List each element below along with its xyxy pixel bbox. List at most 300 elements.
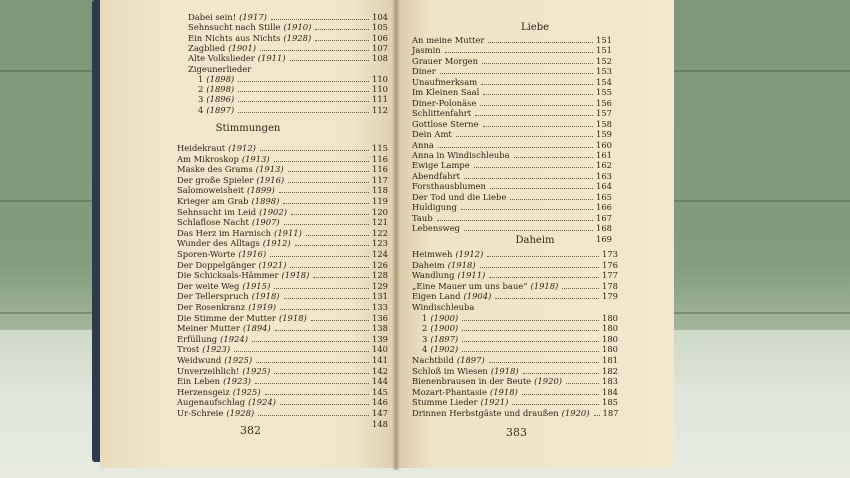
entry-page-number: 163 [596, 170, 612, 181]
dot-leader [462, 320, 599, 321]
entry-page-number: 166 [596, 202, 612, 213]
toc-entry [412, 387, 618, 397]
entry-title: Grauer Morgen [412, 55, 479, 66]
entry-page-number: 181 [602, 355, 618, 365]
toc-entry [177, 154, 388, 164]
entry-title: „Eine Mauer um uns baue“ [412, 280, 528, 291]
entry-title: Erfüllung [177, 333, 218, 344]
toc-entry [177, 164, 388, 174]
entry-page-number: 148 [372, 418, 388, 429]
entry-year: (1918) [278, 312, 307, 323]
entry-title: 2 [422, 323, 428, 334]
entry-year: (1902) [259, 206, 287, 217]
entry-year: (1911) [457, 270, 486, 281]
entry-page-number: 151 [596, 45, 612, 56]
entry-title: Unaufmerksam [412, 76, 478, 87]
entry-page-number: 131 [372, 291, 388, 302]
toc-entry [177, 366, 388, 376]
entry-page-number: 154 [596, 76, 612, 87]
entry-year: (1919) [248, 302, 277, 312]
entry-title: Ewige Lampe [412, 160, 470, 171]
entry-title: Der Doppelgänger [177, 259, 256, 270]
entry-title: 4 [198, 104, 204, 115]
entry-page-number: 108 [372, 53, 388, 64]
entry-page-number: 106 [372, 32, 388, 43]
toc-entry [412, 260, 618, 270]
entry-page-number: 145 [372, 386, 388, 397]
dot-leader [255, 383, 369, 384]
entry-title: Der Rosenkranz [177, 302, 246, 312]
entry-title: Schlittenfahrt [412, 108, 472, 119]
page-number-right: 383 [506, 426, 527, 439]
entry-year: (1918) [489, 386, 518, 397]
entry-title: Der Tellerspruch [177, 291, 249, 302]
entry-year: (1897) [206, 104, 235, 115]
entry-page-number: 139 [372, 333, 388, 344]
entry-title: Der weite Weg [177, 280, 240, 291]
entry-page-number: 107 [372, 42, 388, 53]
toc-entry [177, 207, 388, 217]
toc-entry [177, 185, 388, 195]
entry-year: (1912) [228, 143, 256, 153]
entry-page-number: 119 [372, 196, 388, 206]
entry-title: 3 [198, 94, 204, 105]
entry-year: (1925) [224, 355, 253, 365]
entry-page-number: 104 [372, 12, 388, 22]
toc-entry [412, 291, 618, 301]
entry-title: Dabei sein! [188, 12, 237, 22]
dot-leader [238, 112, 369, 113]
toc-entry [422, 344, 618, 354]
dot-leader [475, 115, 593, 116]
toc-entry [412, 150, 612, 160]
entry-title: Die Stimme der Mutter [177, 312, 276, 323]
dot-leader [306, 235, 369, 236]
entry-year: (1916) [238, 249, 267, 259]
dot-leader [283, 203, 369, 204]
entry-title: Das Herz im Harnisch [177, 227, 272, 238]
dot-leader [481, 84, 593, 85]
entry-title: 4 [422, 344, 428, 355]
dot-leader [462, 351, 599, 352]
dot-leader [474, 167, 593, 168]
dot-leader [234, 351, 369, 352]
entry-year: (1897) [456, 355, 485, 365]
section-title-liebe: Liebe [520, 22, 550, 33]
entry-page-number: 161 [596, 149, 612, 160]
entry-page-number: 156 [596, 97, 612, 108]
dot-leader [284, 298, 369, 299]
entry-page-number: 110 [372, 73, 388, 84]
entry-title: Ur-Schreie [177, 408, 224, 418]
entry-title: Wandlung [412, 270, 455, 281]
entry-title: Zigeunerlieder [188, 63, 252, 74]
toc-entry [412, 249, 618, 259]
dot-leader [482, 63, 593, 64]
toc-entry [412, 376, 618, 386]
entry-year: (1904) [463, 291, 492, 302]
entry-title: Maske des Grams [177, 164, 253, 175]
entry-page-number: 164 [596, 181, 612, 192]
entry-year: (1920) [561, 408, 590, 418]
entry-page-number: 165 [596, 191, 612, 202]
toc-entry [188, 12, 388, 22]
dot-leader [512, 404, 599, 405]
entry-title: Stumme Lieder [412, 397, 478, 408]
dot-leader [274, 373, 369, 374]
entry-page-number: 121 [372, 217, 388, 228]
entry-page-number: 167 [596, 212, 612, 223]
entry-title: Heidekraut [177, 143, 226, 153]
toc-entry [198, 84, 388, 94]
dot-leader [258, 415, 369, 416]
entry-page-number: 187 [602, 408, 619, 418]
dot-leader [488, 42, 593, 43]
toc-entry [412, 302, 618, 312]
entry-year: (1901) [228, 42, 257, 53]
entry-page-number: 115 [372, 143, 388, 153]
entry-page-number: 129 [372, 280, 388, 291]
entry-title: Anna [412, 139, 434, 150]
dot-leader [480, 267, 599, 268]
dot-leader [440, 73, 593, 74]
entry-year: (1917) [239, 12, 267, 22]
entry-page-number: 182 [602, 365, 618, 376]
dot-leader [315, 29, 369, 30]
toc-entry [177, 291, 388, 301]
entry-page-number: 162 [596, 160, 612, 171]
entry-page-number: 117 [372, 174, 388, 185]
entry-page-number: 146 [372, 397, 388, 408]
dot-leader [514, 157, 593, 158]
entry-year: (1918) [530, 280, 559, 291]
toc-entry [412, 56, 612, 66]
dot-leader [480, 105, 593, 106]
entry-page-number: 180 [602, 344, 618, 355]
toc-entry [177, 355, 388, 365]
entry-title: Schlaflose Nacht [177, 217, 249, 228]
entry-title: Der große Spieler [177, 174, 254, 185]
dot-leader [252, 341, 369, 342]
entry-page-number: 111 [372, 94, 388, 105]
entry-title: An meine Mutter [412, 35, 485, 45]
dot-leader [238, 91, 369, 92]
toc-entry [177, 334, 388, 344]
entry-year: (1897) [430, 333, 459, 344]
entry-year: (1907) [251, 217, 280, 228]
entry-year: (1898) [206, 84, 235, 95]
toc-entry [177, 143, 388, 153]
entry-page-number: 177 [602, 270, 618, 281]
entry-year: (1911) [274, 227, 302, 238]
entry-title: Salomoweisheit [177, 185, 244, 196]
toc-entry [177, 387, 388, 397]
dot-leader [284, 224, 369, 225]
entry-title: Lebensweg [412, 223, 461, 234]
entry-page-number: 180 [602, 323, 618, 334]
toc-entry [188, 33, 388, 43]
entry-title: Dein Amt [412, 129, 452, 140]
toc-entry [177, 196, 388, 206]
entry-year: (1928) [283, 32, 312, 43]
toc-entry [412, 408, 618, 418]
entry-title: Zagblied [188, 42, 226, 53]
left-page [100, 0, 396, 468]
dot-leader [291, 214, 369, 215]
entry-title: Wunder des Alltags [177, 238, 260, 249]
dot-leader [315, 40, 369, 41]
entry-page-number: 112 [372, 104, 388, 115]
entry-year: (1900) [430, 323, 459, 334]
toc-entry [198, 94, 388, 104]
entry-page-number: 158 [596, 118, 612, 129]
dot-leader [489, 362, 599, 363]
entry-year: (1923) [202, 344, 231, 355]
right-page [396, 0, 674, 468]
toc-entry [188, 43, 388, 53]
entry-title: Daheim [412, 259, 445, 270]
toc-entry [188, 22, 388, 32]
entry-year: (1902) [430, 344, 459, 355]
entry-title: Jasmin [412, 45, 441, 56]
dot-leader [260, 150, 369, 151]
entry-year: (1910) [283, 22, 312, 33]
toc-entry [412, 45, 612, 55]
toc-entry [412, 213, 612, 223]
entry-year: (1912) [262, 238, 291, 249]
entry-year: (1918) [251, 291, 280, 302]
entry-title: Alte Volkslieder [188, 53, 255, 64]
entry-year: (1911) [257, 53, 286, 64]
toc-entry [198, 74, 388, 84]
entry-title: 2 [198, 84, 204, 95]
entry-year: (1920) [534, 376, 562, 387]
entry-page-number: 126 [372, 259, 388, 270]
entry-page-number: 173 [602, 249, 618, 259]
entry-page-number: 151 [596, 35, 612, 45]
toc-entry [422, 334, 618, 344]
toc-entry [177, 249, 388, 259]
dot-leader [483, 126, 593, 127]
entry-page-number: 142 [372, 365, 388, 376]
entry-page-number: 169 [596, 233, 612, 244]
entry-page-number: 140 [372, 344, 388, 355]
toc-entry [198, 105, 388, 115]
dot-leader [566, 383, 599, 384]
entry-title: Trost [177, 344, 200, 355]
entry-title: Mozart-Phantasie [412, 386, 487, 397]
entry-year: (1913) [241, 153, 270, 164]
dot-leader [270, 256, 369, 257]
toc-entry [188, 53, 388, 63]
section-title-stimmungen: Stimmungen [215, 123, 281, 134]
entry-page-number: 128 [372, 270, 388, 281]
dot-leader [462, 341, 599, 342]
entry-year: (1913) [255, 164, 284, 175]
entry-title: Sehnsucht nach Stille [188, 22, 281, 33]
entry-year: (1923) [223, 376, 251, 387]
dot-leader [445, 52, 593, 53]
entry-page-number: 185 [602, 397, 618, 408]
dot-leader [288, 182, 369, 183]
entry-title: Forsthausblumen [412, 181, 486, 192]
entry-title: Heimweh [412, 249, 453, 259]
entry-year: (1924) [248, 397, 276, 408]
toc-entry [412, 119, 612, 129]
entry-title: Eigen Land [412, 291, 461, 302]
entry-title: Anna in Windischleuba [412, 149, 510, 160]
entry-page-number: 178 [602, 280, 618, 291]
dot-leader [290, 60, 369, 61]
toc-entry [177, 175, 388, 185]
dot-leader [523, 373, 599, 374]
entry-title: Abendfahrt [412, 170, 460, 181]
dot-leader [280, 309, 369, 310]
dot-leader [280, 404, 369, 405]
entry-title: Herzensgeiz [177, 386, 230, 397]
dot-leader [238, 101, 369, 102]
dot-leader [265, 394, 369, 395]
entry-title: Ein Nichts aus Nichts [188, 32, 281, 43]
entry-title: Meiner Mutter [177, 323, 240, 334]
dot-leader [274, 288, 369, 289]
dot-leader [437, 220, 593, 221]
entry-page-number: 160 [596, 139, 612, 150]
entry-page-number: 123 [372, 238, 388, 249]
toc-entry [177, 408, 388, 418]
toc-entry [412, 140, 612, 150]
entry-page-number: 116 [372, 153, 388, 164]
toc-entry [412, 87, 612, 97]
toc-entry [412, 66, 612, 76]
toc-entry [412, 192, 612, 202]
entry-year: (1916) [256, 174, 285, 185]
toc-entry [412, 108, 612, 118]
entry-page-number: 133 [372, 302, 388, 312]
entry-title: Diner [412, 66, 436, 77]
entry-page-number: 184 [602, 386, 618, 397]
toc-entry [177, 260, 388, 270]
dot-leader [461, 209, 593, 210]
entry-page-number: 141 [372, 355, 388, 365]
entry-title: Im Kleinen Saal [412, 87, 480, 98]
entry-year: (1896) [206, 94, 235, 105]
entry-year: (1912) [455, 249, 484, 259]
entry-page-number: 180 [602, 333, 618, 344]
entry-page-number: 157 [596, 108, 612, 119]
dot-leader [311, 320, 369, 321]
dot-leader [510, 199, 593, 200]
toc-entry [412, 270, 618, 280]
entry-year: (1898) [206, 73, 235, 84]
entry-page-number: 138 [372, 323, 388, 334]
entry-title: Am Mikroskop [177, 153, 239, 164]
toc-entry [177, 313, 388, 323]
entry-year: (1925) [242, 365, 271, 376]
entry-year: (1921) [258, 259, 287, 270]
toc-entry [412, 281, 618, 291]
toc-entry [412, 366, 618, 376]
toc-entry [177, 217, 388, 227]
toc-entry [177, 323, 388, 333]
dot-leader [260, 50, 369, 51]
entry-title: Windischleuba [412, 302, 475, 312]
entry-page-number: 168 [596, 223, 612, 234]
entry-title: Der Tod und die Liebe [412, 191, 507, 202]
entry-title: Schloß im Wiesen [412, 365, 488, 376]
dot-leader [522, 394, 599, 395]
dot-leader [456, 136, 593, 137]
entry-page-number: 179 [602, 291, 618, 302]
entry-title: Bienenbrausen in der Beute [412, 376, 532, 387]
entry-title: Huldigung [412, 202, 457, 213]
entry-title: Drinnen Herbstgäste und draußen [412, 408, 559, 418]
entry-page-number: 124 [372, 249, 388, 259]
toc-entry [177, 270, 388, 280]
entry-page-number: 147 [372, 408, 388, 418]
dot-leader [490, 188, 593, 189]
entry-title: Sporen-Worte [177, 249, 236, 259]
dot-leader [489, 277, 599, 278]
toc-entry [422, 323, 618, 333]
toc-entry [177, 397, 388, 407]
entry-title: Sehnsucht im Leid [177, 206, 257, 217]
entry-title: 1 [198, 73, 204, 84]
book-gutter [392, 0, 400, 470]
dot-leader [464, 230, 593, 231]
toc-entry [177, 302, 388, 312]
toc-entry [412, 397, 618, 407]
entry-page-number: 122 [372, 227, 388, 238]
dot-leader [290, 267, 369, 268]
entry-title: Die Schicksals-Hämmer [177, 270, 279, 281]
dot-leader [487, 256, 599, 257]
entry-year: (1925) [232, 386, 261, 397]
entry-year: (1918) [281, 270, 310, 281]
entry-page-number: 155 [596, 87, 612, 98]
entry-page-number: 159 [596, 129, 612, 140]
dot-leader [483, 94, 593, 95]
entry-year: (1921) [480, 397, 509, 408]
toc-entry [412, 181, 612, 191]
toc-entry [412, 98, 612, 108]
toc-entry [177, 376, 388, 386]
entry-page-number: 153 [596, 66, 612, 77]
dot-leader [288, 171, 369, 172]
entry-page-number: 116 [372, 164, 388, 175]
entry-year: (1928) [226, 408, 255, 418]
dot-leader [274, 161, 369, 162]
dot-leader [464, 178, 593, 179]
toc-entry [412, 355, 618, 365]
entry-year: (1918) [447, 259, 476, 270]
toc-entry [412, 171, 612, 181]
dot-leader [495, 298, 599, 299]
entry-title: Taub [412, 212, 433, 223]
toc-entry [177, 281, 388, 291]
entry-title: Nachtbild [412, 355, 454, 365]
entry-year: (1900) [430, 312, 459, 323]
dot-leader [313, 277, 369, 278]
entry-page-number: 183 [602, 376, 618, 387]
entry-title: Augenaufschlag [177, 397, 246, 408]
entry-year: (1918) [490, 365, 519, 376]
entry-title: Weidwund [177, 355, 222, 365]
toc-entry [412, 35, 612, 45]
dot-leader [562, 288, 599, 289]
entry-year: (1898) [251, 196, 280, 206]
entry-year: (1924) [220, 333, 248, 344]
